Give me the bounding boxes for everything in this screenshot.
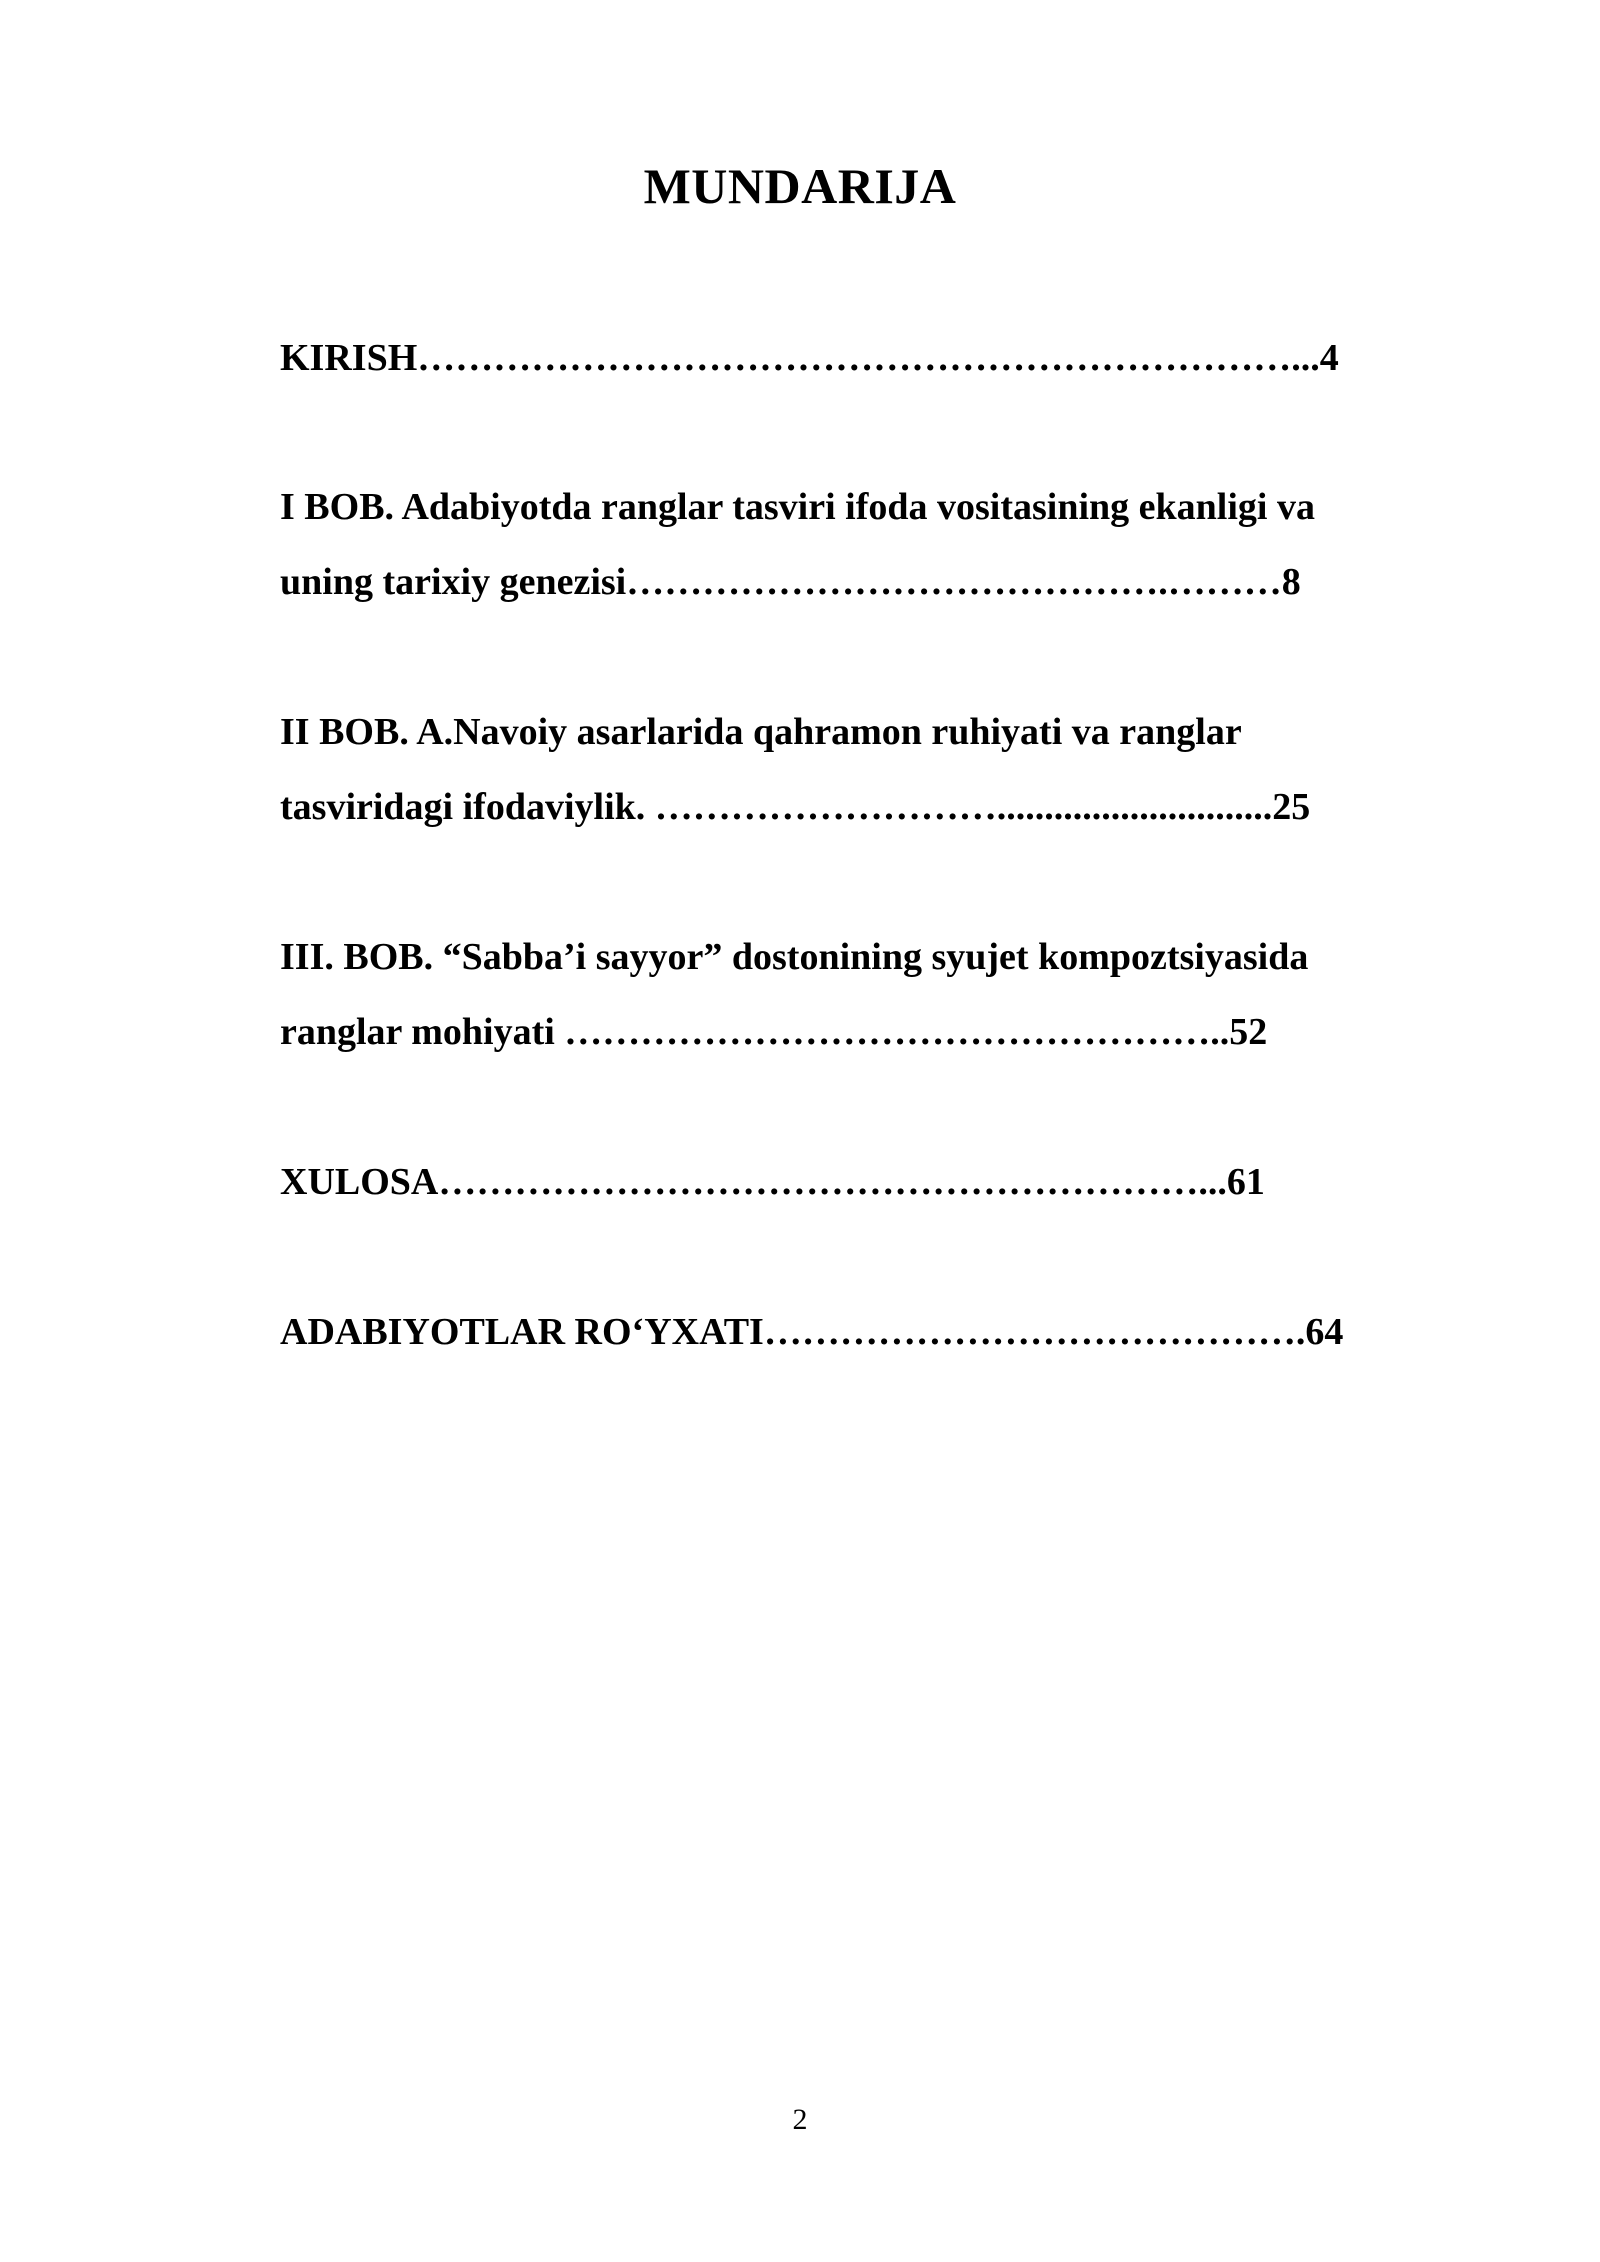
- page-title: MUNDARIJA: [643, 158, 957, 214]
- toc-entry-xulosa: XULOSA……………………………………………………...61: [280, 1161, 1265, 1203]
- page-number: 2: [792, 2103, 808, 2136]
- toc-entry-bob1-line2: uning tarixiy genezisi…………………………………….………8: [280, 561, 1301, 603]
- toc-entry-bob2-line1: II BOB. A.Navoiy asarlarida qahramon ruhiyati va ranglar: [280, 711, 1242, 753]
- toc-entry-bob2-line2: tasviridagi ifodaviylik. ……………………….............................25: [280, 786, 1311, 828]
- toc-entry-bob3-line1: III. BOB. “Sabba’i sayyor” dostonining syujet kompoztsiyasida: [280, 936, 1309, 978]
- toc-entry-bob3-line2: ranglar mohiyati ……………………………………………..52: [280, 1011, 1268, 1053]
- toc-entry-adabiyotlar: ADABIYOTLAR RO‘YXATI…………………………………….64: [280, 1311, 1344, 1353]
- toc-entry-bob1-line1: I BOB. Adabiyotda ranglar tasviri ifoda vositasining ekanligi va: [280, 486, 1315, 528]
- toc-entry-kirish: KIRISH……………………………………………………………...4: [280, 337, 1339, 379]
